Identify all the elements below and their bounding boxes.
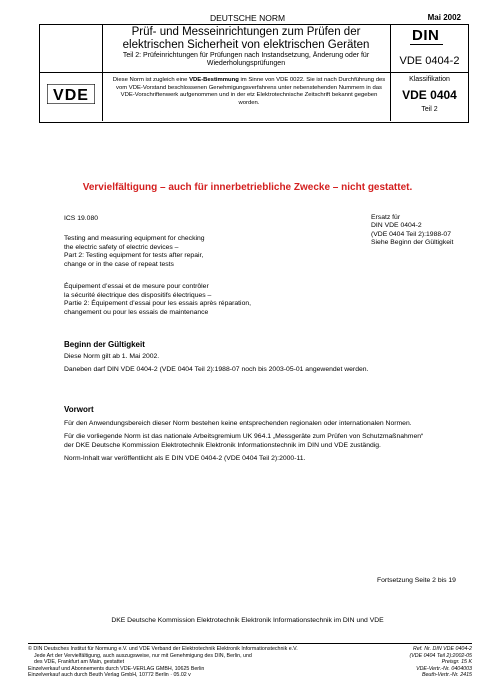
vde-logo-text: VDE [53,87,89,104]
replacement-line: DIN VDE 0404-2 [371,222,422,230]
din-logo: DIN [412,27,440,44]
document-title: Prüf- und Messeinrichtungen zum Prüfen der elektrischen Sicherheit von elektrischen Geräten [122,26,370,51]
validity-paragraph: Diese Norm gilt ab 1. Mai 2002. [64,353,160,360]
english-title-line: Part 2: Testing equipment for tests after repair, [64,252,204,260]
foreword-paragraph: Für den Anwendungsbereich dieser Norm bestehen keine entsprechenden regionalen oder internationalen Normen. [64,420,412,427]
footer-distribution-line: Einzelverkauf auch durch Beuth Verlag GmbH, 10772 Berlin · 05.02 v [28,672,191,678]
validity-heading: Beginn der Gültigkeit [64,340,145,349]
french-title-line: la sécurité électrique des dispositifs électriques – [64,291,212,299]
klassifikation-teil: Teil 2 [421,106,438,113]
klassifikation-value: VDE 0404 [402,88,457,102]
footer-reference-line: Beuth-Vertr.-Nr. 2415 [421,672,472,678]
foreword-paragraph [64,433,459,450]
replacement-line: Ersatz für [371,214,401,221]
norm-label: DEUTSCHE NORM [209,13,286,23]
vde-notice-text-cont: im Sinne von VDE 0022. Sie ist nach Durchführung des vom VDE-Vorstand beschlossenen Genehmigungsverfahrens unter nebenstehenden Nummern in das VDE-Vorschriftenwerk aufgenommen und in der etz Elektrotechnische Zeitschrift bekannt gegeben worden. [116,77,386,106]
title-block-divider-horizontal [39,72,468,73]
footer-copyright-line: des VDE, Frankfurt am Main, gestattet [34,659,125,665]
foreword-paragraph: Norm-Inhalt war veröffentlicht als E DIN VDE 0404-2 (VDE 0404 Teil 2):2000-11. [64,455,306,462]
klassifikation-label: Klassifikation [409,76,450,83]
foreword-line: Für die vorliegende Norm ist das nationale Arbeitsgremium UK 964.1 „Messgeräte zum Prüfen von Schutzmaßnahmen“ [64,433,424,440]
footer-copyright [28,646,348,679]
footer-distribution-line: Einzelverkauf und Abonnements durch VDE-VERLAG GMBH, 10625 Berlin [28,665,205,672]
footer-reference-line: VDE-Vertr.-Nr. 0404003 [416,665,472,672]
vde-notice [110,77,388,107]
footer-divider [28,643,472,644]
french-title-line: changement ou pour les essais de maintenance [64,308,209,316]
document-number: VDE 0404-2 [399,55,460,67]
vde-logo [47,84,95,104]
foreword-heading: Vorwort [64,405,94,414]
replacement-line: Siehe Beginn der Gültigkeit [371,239,454,247]
footer-copyright-line: Jede Art der Vervielfältigung, auch auszugsweise, nur mit Genehmigung des DIN, Berlin, und [34,652,252,659]
footer-copyright-line: © DIN Deutsches Institut für Normung e.V. und VDE Verband der Elektrotechnik Elektronik Informationstechnik e.V. [28,646,298,652]
publication-date: Mai 2002 [427,13,461,22]
french-title [64,283,364,317]
ics-code: ICS 19.080 [64,215,99,222]
foreword-line: der DKE Deutsche Kommission Elektrotechnik Elektronik Informationstechnik im DIN und VDE zuständig. [64,441,381,449]
english-title-line: Testing and measuring equipment for checking [64,235,205,242]
replacement-line: (VDE 0404 Teil 2):1988-07 [371,230,451,238]
english-title [64,235,344,269]
din-logo-underline [410,44,443,45]
footer-dke: DKE Deutsche Kommission Elektrotechnik Elektronik Informationstechnik im DIN und VDE [111,617,384,624]
footer-reference-line: Preisgr. 15 K [441,659,472,665]
continuation-note: Fortsetzung Seite 2 bis 19 [377,577,456,584]
english-title-line: change or in the case of repeat tests [64,260,174,268]
english-title-line: the electric safety of electric devices – [64,243,179,251]
footer-reference-line: Ref. Nr. DIN VDE 0404-2 [413,646,472,652]
vde-notice-text: Diese Norm ist zugleich eine [112,77,190,83]
replacement-info [371,214,453,248]
document-subtitle: Teil 2: Prüfeinrichtungen für Prüfungen nach Instandsetzung, Änderung oder für Wiederholungsprüfungen [122,52,370,67]
french-title-line: Équipement d’essai et de mesure pour contrôler [64,283,209,290]
french-title-line: Partie 2: Équipement d’essai pour les essais après réparation, [64,300,252,308]
footer-reference-line: (VDE 0404 Teil 2):2002-05 [409,652,472,659]
reproduction-notice: Vervielfältigung – auch für innerbetriebliche Zwecke – nicht gestattet. [82,182,413,193]
vde-notice-bold: VDE-Bestimmung [189,77,239,83]
footer-reference [409,646,472,679]
validity-paragraph: Daneben darf DIN VDE 0404-2 (VDE 0404 Teil 2):1988-07 noch bis 2003-05-01 angewendet werden. [64,366,369,373]
